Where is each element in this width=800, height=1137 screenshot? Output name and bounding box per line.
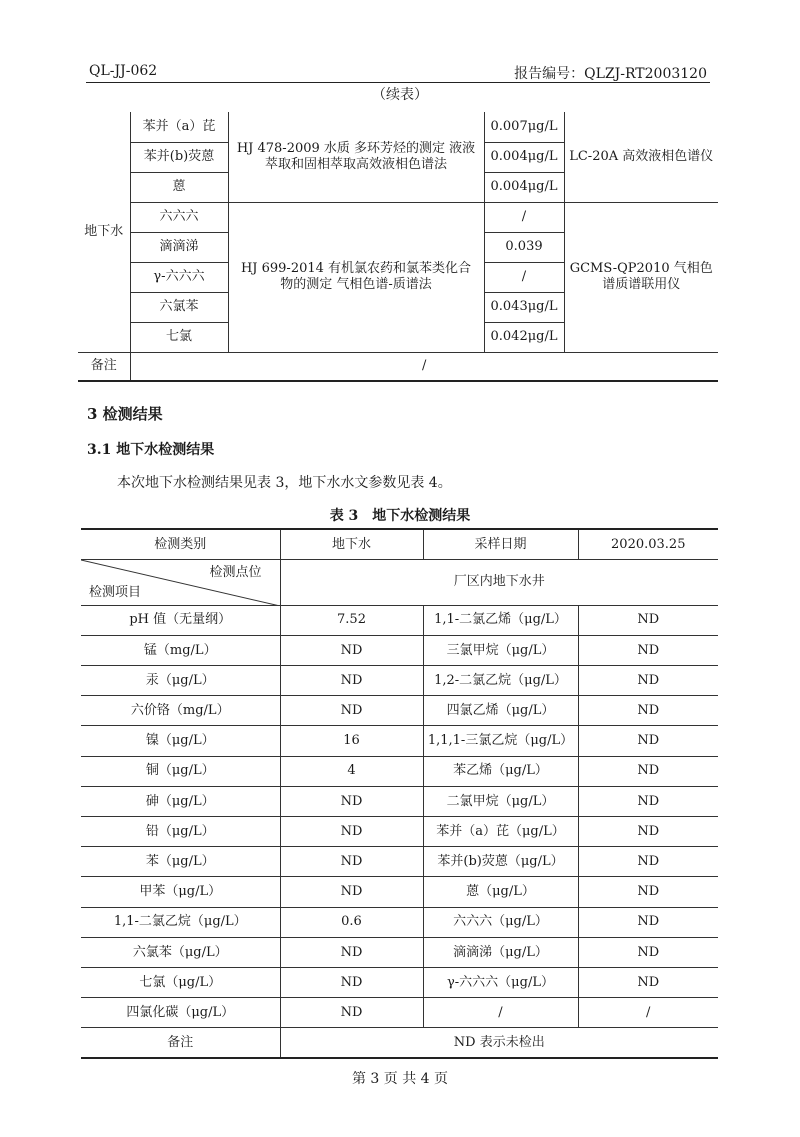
- item-cell: 1,1-二氯乙烷（μg/L）: [81, 907, 280, 937]
- matrix-label: [78, 112, 130, 352]
- category-value: 地下水: [280, 529, 423, 559]
- limit-cell: /: [484, 202, 564, 232]
- value-cell: 7.52: [280, 605, 423, 635]
- item-cell-right: 六六六（μg/L）: [423, 907, 578, 937]
- item-cell: 六氯苯（μg/L）: [81, 937, 280, 967]
- value-cell-right: ND: [578, 937, 718, 967]
- item-cell-right: 苯并（a）芘（μg/L）: [423, 817, 578, 847]
- section-heading: 3 检测结果: [87, 405, 163, 423]
- item-cell: 六价铬（mg/L）: [81, 696, 280, 726]
- item-cell-right: 苯并(b)荧蒽（μg/L）: [423, 847, 578, 877]
- limit-cell: 0.004μg/L: [484, 172, 564, 202]
- table-row: [78, 202, 718, 232]
- value-cell-right: ND: [578, 696, 718, 726]
- table-row: [81, 605, 718, 635]
- item-cell: γ-六六六: [130, 262, 228, 292]
- table-caption: 表 3 地下水检测结果: [329, 508, 471, 524]
- category-label: 检测类别: [81, 529, 280, 559]
- note-row: [78, 352, 718, 381]
- point-row: [81, 559, 718, 605]
- limit-cell: 0.043μg/L: [484, 292, 564, 322]
- item-cell-right: /: [423, 998, 578, 1028]
- item-cell: 七氯（μg/L）: [81, 967, 280, 997]
- table-row: [78, 112, 718, 142]
- table-row: [81, 756, 718, 786]
- limit-cell: 0.007μg/L: [484, 112, 564, 142]
- table-row: [81, 666, 718, 696]
- limit-cell: /: [484, 262, 564, 292]
- item-cell-right: 苯乙烯（μg/L）: [423, 756, 578, 786]
- value-cell-right: ND: [578, 605, 718, 635]
- method-table: [78, 112, 718, 382]
- item-cell: 汞（μg/L）: [81, 666, 280, 696]
- method-cell: HJ 699-2014 有机氯农药和氯苯类化合物的测定 气相色谱-质谱法: [228, 202, 484, 352]
- table-row: [81, 817, 718, 847]
- limit-cell: 0.039: [484, 232, 564, 262]
- value-cell-right: ND: [578, 847, 718, 877]
- item-cell: 四氯化碳（μg/L）: [81, 998, 280, 1028]
- value-cell: ND: [280, 937, 423, 967]
- item-cell-right: 三氯甲烷（μg/L）: [423, 635, 578, 665]
- table-header-row: [81, 529, 718, 559]
- value-cell-right: /: [578, 998, 718, 1028]
- item-cell-right: 四氯乙烯（μg/L）: [423, 696, 578, 726]
- report-number: 报告编号：QLZJ-RT2003120: [514, 66, 707, 82]
- value-cell-right: ND: [578, 635, 718, 665]
- date-label: 采样日期: [423, 529, 578, 559]
- continued-label: （续表）: [372, 87, 428, 103]
- item-cell-right: 蒽（μg/L）: [423, 877, 578, 907]
- point-label: 检测点位: [209, 564, 262, 580]
- results-table: [81, 528, 718, 1059]
- value-cell: ND: [280, 696, 423, 726]
- table-row: [81, 786, 718, 816]
- item-cell: 六氯苯: [130, 292, 228, 322]
- diagonal-header-cell: [81, 559, 280, 605]
- value-cell: ND: [280, 666, 423, 696]
- value-cell-right: ND: [578, 817, 718, 847]
- item-cell-right: γ-六六六（μg/L）: [423, 967, 578, 997]
- value-cell: ND: [280, 635, 423, 665]
- note-label: 备注: [81, 1028, 280, 1058]
- item-cell-right: 滴滴涕（μg/L）: [423, 937, 578, 967]
- date-value: 2020.03.25: [578, 529, 718, 559]
- table-row: [81, 696, 718, 726]
- note-value: ND 表示未检出: [280, 1028, 718, 1058]
- item-cell-right: 1,1-二氯乙烯（μg/L）: [423, 605, 578, 635]
- item-cell: pH 值（无量纲）: [81, 605, 280, 635]
- limit-cell: 0.004μg/L: [484, 142, 564, 172]
- item-label: 检测项目: [89, 585, 142, 601]
- table-row: [81, 635, 718, 665]
- value-cell: 0.6: [280, 907, 423, 937]
- header-divider: [86, 82, 710, 83]
- item-cell: 锰（mg/L）: [81, 635, 280, 665]
- table-row: [81, 907, 718, 937]
- value-cell-right: ND: [578, 907, 718, 937]
- value-cell-right: ND: [578, 877, 718, 907]
- table-row: [81, 937, 718, 967]
- intro-paragraph: 本次地下水检测结果见表 3，地下水水文参数见表 4。: [117, 475, 452, 491]
- note-value: /: [130, 352, 718, 381]
- value-cell: 4: [280, 756, 423, 786]
- item-cell: 铜（μg/L）: [81, 756, 280, 786]
- table-row: [81, 967, 718, 997]
- table-row: [81, 998, 718, 1028]
- item-cell-right: 二氯甲烷（μg/L）: [423, 786, 578, 816]
- value-cell: ND: [280, 967, 423, 997]
- value-cell-right: ND: [578, 967, 718, 997]
- item-cell: 六六六: [130, 202, 228, 232]
- item-cell: 七氯: [130, 322, 228, 352]
- value-cell-right: ND: [578, 756, 718, 786]
- value-cell: ND: [280, 786, 423, 816]
- page-number: 第 3 页 共 4 页: [351, 1071, 449, 1087]
- value-cell-right: ND: [578, 666, 718, 696]
- item-cell: 苯并（a）芘: [130, 112, 228, 142]
- item-cell: 苯并(b)荧蒽: [130, 142, 228, 172]
- item-cell: 镍（μg/L）: [81, 726, 280, 756]
- value-cell: 16: [280, 726, 423, 756]
- instrument-cell: GCMS-QP2010 气相色谱质谱联用仪: [564, 202, 718, 352]
- value-cell: ND: [280, 998, 423, 1028]
- table-row: [81, 726, 718, 756]
- item-cell: 苯（μg/L）: [81, 847, 280, 877]
- method-cell: HJ 478-2009 水质 多环芳烃的测定 液液萃取和固相萃取高效液相色谱法: [228, 112, 484, 202]
- matrix-text: 地下水: [84, 223, 124, 239]
- instrument-cell: LC-20A 高效液相色谱仪: [564, 112, 718, 202]
- item-cell-right: 1,2-二氯乙烷（μg/L）: [423, 666, 578, 696]
- note-row: [81, 1028, 718, 1058]
- note-label: 备注: [78, 352, 130, 381]
- value-cell: ND: [280, 817, 423, 847]
- document-code: QL-JJ-062: [89, 63, 158, 79]
- item-cell-right: 1,1,1-三氯乙烷（μg/L）: [423, 726, 578, 756]
- value-cell: ND: [280, 877, 423, 907]
- item-cell: 甲苯（μg/L）: [81, 877, 280, 907]
- item-cell: 砷（μg/L）: [81, 786, 280, 816]
- value-cell: ND: [280, 847, 423, 877]
- item-cell: 蒽: [130, 172, 228, 202]
- table-row: [81, 847, 718, 877]
- subsection-heading: 3.1 地下水检测结果: [87, 442, 215, 458]
- item-cell: 滴滴涕: [130, 232, 228, 262]
- value-cell-right: ND: [578, 726, 718, 756]
- point-value: 厂区内地下水井: [280, 559, 718, 605]
- table-row: [81, 877, 718, 907]
- value-cell-right: ND: [578, 786, 718, 816]
- limit-cell: 0.042μg/L: [484, 322, 564, 352]
- item-cell: 铅（μg/L）: [81, 817, 280, 847]
